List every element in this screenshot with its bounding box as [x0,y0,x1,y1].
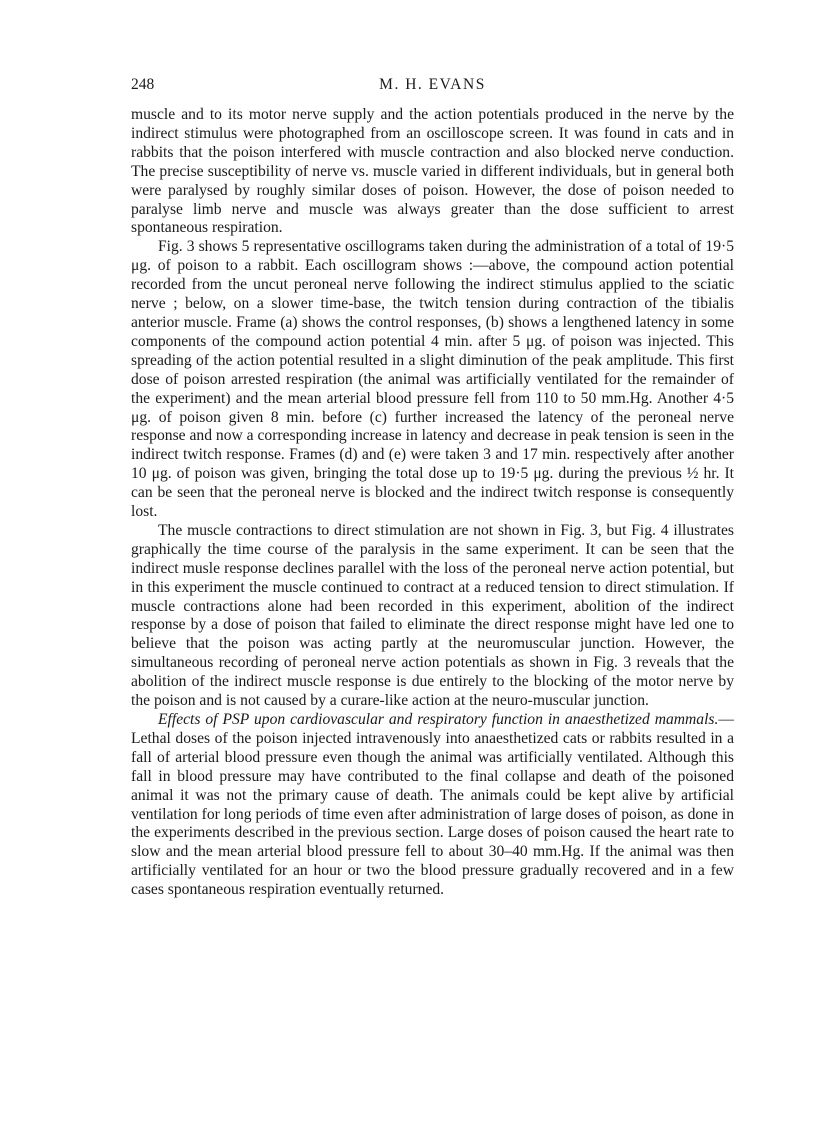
running-head: M. H. EVANS [379,76,486,93]
page-number: 248 [131,76,155,93]
paragraph-text: muscle and to its motor nerve supply and the action potentials produced in the nerve by the indirect stimulus were photographed from an oscilloscope screen. It was found in cats and in rabbits that the poison interfered with muscle contraction and also blocked nerve conduction. The precise susceptibility of nerve vs. muscle varied in different individuals, but in general both were paralysed by roughly similar doses of poison. However, the dose of poison needed to paralyse limb nerve and muscle was always greater than the dose sufficient to arrest spontaneous respiration. [131,106,734,237]
paragraph-fig4 [131,522,734,711]
paragraph-text: The muscle contractions to direct stimulation are not shown in Fig. 3, but Fig. 4 illustrates graphically the time course of the paralysis in the same experiment. It can be seen that the indirect musle response declines parallel with the loss of the peroneal nerve action potential, but in this experiment the muscle continued to contract at a reduced tension to direct stimulation. If muscle contractions alone had been recorded in this experiment, abolition of the indirect response by a dose of poison that failed to eliminate the direct response might have led one to believe that the poison was acting partly at the neuromuscular junction. However, the simultaneous recording of peroneal nerve action potentials as shown in Fig. 3 reveals that the abolition of the indirect muscle response is due entirely to the blocking of the motor nerve by the poison and is not caused by a curare-like action at the neuro-muscular junction. [131,521,734,710]
paragraph-text: Fig. 3 shows 5 representative oscillograms taken during the administration of a total of 19·5 μg. of poison to a rabbit. Each oscillogram shows :—above, the compound action potential recorded from the uncut peroneal nerve following the indirect stimulus applied to the sciatic nerve ; below, on a slower time-base, the twitch tension during contraction of the tibialis anterior muscle. Frame (a) shows the control responses, (b) shows a lengthened latency in some components of the compound action potential 4 min. after 5 μg. of poison was injected. This spreading of the action potential resulted in a slight diminution of the peak amplitude. This first dose of poison arrested respiration (the animal was artificially ventilated for the remainder of the experiment) and the mean arterial blood pressure fell from 110 to 50 mm.Hg. Another 4·5 μg. of poison given 8 min. before (c) further increased the latency of the peroneal nerve response and now a corresponding increase in latency and decrease in peak tension is seen in the indirect twitch response. Frames (d) and (e) were taken 3 and 17 min. respectively after another 10 μg. of poison was given, bringing the total dose up to 19·5 μg. during the previous ½ hr. It can be seen that the peroneal nerve is blocked and the indirect twitch response is consequently lost. [131,238,734,521]
paragraph-continued [131,106,734,238]
paragraph-text: —Lethal doses of the poison injected intravenously into anaesthetized cats or rabbits resulted in a fall of arterial blood pressure even though the animal was artificially ventilated. Although this fall in blood pressure may have contributed to the final collapse and death of the poisoned animal it was not the primary cause of death. The animals could be kept alive by artificial ventilation for long periods of time even after administration of large doses of poison, as done in the experiments described in the previous section. Large doses of poison caused the heart rate to slow and the mean arterial blood pressure fell to about 30–40 mm.Hg. If the animal was then artificially ventilated for an hour or two the blood pressure gradually recovered and in a few cases spontaneous respiration eventually returned. [131,711,734,899]
section-heading: Effects of PSP upon cardiovascular and respiratory function in anaesthetized mammals. [158,711,719,728]
journal-page [131,76,734,900]
paragraph-fig3 [131,238,734,522]
paragraph-cardiovascular [131,711,734,900]
body-text [131,106,734,900]
page-header [131,76,734,98]
